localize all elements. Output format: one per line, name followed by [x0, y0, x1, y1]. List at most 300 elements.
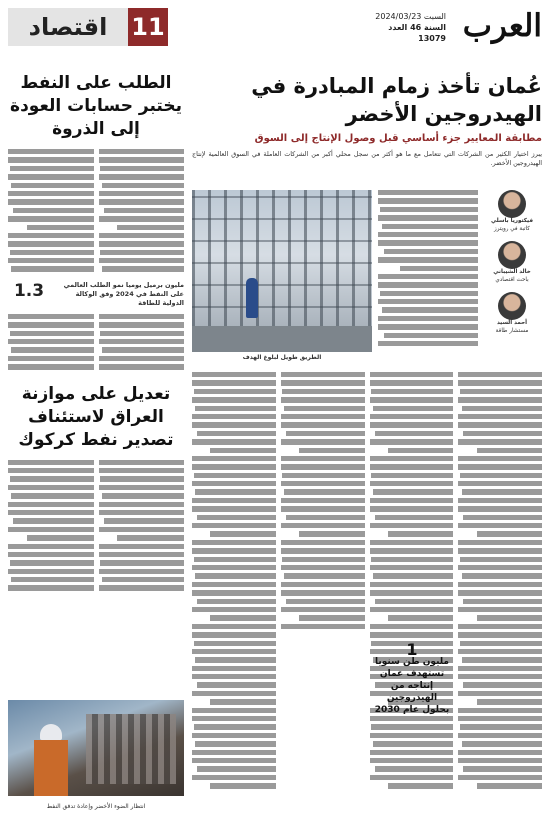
body-text-line	[10, 476, 94, 484]
body-text-line	[458, 540, 542, 548]
body-text-line	[371, 473, 453, 481]
body-text-line	[458, 439, 542, 447]
body-text-line	[210, 783, 275, 791]
body-text-line	[463, 431, 542, 439]
author-card	[482, 292, 542, 335]
body-text-line	[102, 493, 184, 501]
body-text-line	[299, 615, 364, 623]
body-text-line	[458, 422, 542, 430]
body-text-line	[382, 307, 478, 315]
body-text-line	[281, 397, 365, 405]
masthead	[8, 8, 542, 48]
body-text-line	[370, 624, 454, 632]
body-text-line	[197, 515, 276, 523]
body-text-line	[458, 582, 542, 590]
body-text-line	[458, 464, 542, 472]
body-text-line	[378, 257, 478, 265]
body-text-line	[284, 489, 364, 497]
body-text-line	[192, 708, 276, 716]
oil-demand-pull-quote	[8, 281, 184, 308]
body-text-line	[460, 473, 542, 481]
oil-demand-body-2	[8, 314, 184, 373]
body-text-line	[192, 582, 276, 590]
body-text-line	[458, 691, 542, 699]
avatar	[498, 190, 526, 218]
body-text-line	[370, 464, 454, 472]
body-text-line	[460, 724, 542, 732]
body-text-line	[388, 615, 453, 623]
body-text-line	[192, 607, 276, 615]
body-text-line	[373, 489, 453, 497]
body-text-line	[460, 389, 542, 397]
body-text-line	[192, 733, 276, 741]
body-text-line	[286, 515, 365, 523]
photo-floor	[192, 326, 372, 352]
body-text-line	[99, 510, 185, 518]
body-text-line	[8, 199, 94, 207]
body-text-line	[192, 422, 276, 430]
body-text-line	[192, 506, 276, 514]
body-text-line	[281, 565, 365, 573]
body-text-line	[192, 481, 276, 489]
body-text-line	[194, 557, 276, 565]
body-text-line	[27, 225, 94, 233]
body-text-line	[370, 523, 454, 531]
body-text-line	[11, 577, 93, 585]
body-text-line	[378, 240, 478, 248]
body-text-line	[281, 590, 365, 598]
body-text-line	[458, 372, 542, 380]
body-text-line	[373, 406, 453, 414]
body-text-line	[210, 531, 275, 539]
body-text-line	[99, 527, 185, 535]
body-text-line	[281, 506, 365, 514]
body-text-line	[210, 699, 275, 707]
body-text-line	[370, 565, 454, 573]
body-text-line	[99, 544, 185, 552]
body-text-line	[463, 515, 542, 523]
author-role: مستشار طاقة	[495, 327, 529, 334]
body-text-line	[380, 291, 478, 299]
body-text-line	[371, 557, 453, 565]
body-text-line	[286, 431, 365, 439]
body-text-line	[458, 523, 542, 531]
body-text-line	[458, 380, 542, 388]
body-text-line	[370, 422, 454, 430]
body-text-line	[8, 258, 94, 266]
body-text-line	[400, 266, 478, 274]
body-text-line	[8, 157, 94, 165]
body-text-line	[373, 741, 453, 749]
body-text-line	[11, 266, 93, 274]
body-text-line	[458, 481, 542, 489]
main-headline: عُمان تأخذ زمام المبادرة في الهيدروجين الأخضر	[251, 74, 542, 126]
body-text-line	[195, 406, 275, 414]
body-text-line	[378, 299, 478, 307]
body-text-line	[102, 577, 184, 585]
oil-worker-photo-caption: انتظار الضوء الأخضر وإعادة تدفق النفط	[46, 803, 146, 810]
main-subheadline: مطابقة المعايير جزء أساسي قبل وصول الإنتاج إلى السوق	[254, 133, 542, 144]
body-text-line	[370, 506, 454, 514]
body-text-line	[99, 258, 185, 266]
body-text-line	[370, 372, 454, 380]
oil-worker-photo	[8, 700, 184, 796]
body-text-line	[370, 397, 454, 405]
body-text-line	[11, 347, 93, 355]
body-text-line	[99, 199, 185, 207]
body-text-line	[99, 468, 185, 476]
body-text-line	[8, 569, 94, 577]
photo-worker	[34, 740, 68, 796]
body-text-line	[378, 274, 478, 282]
section-label	[8, 8, 168, 46]
body-text-line	[100, 560, 184, 568]
body-text-line	[11, 493, 93, 501]
body-text-line	[375, 515, 454, 523]
body-text-line	[192, 590, 276, 598]
body-text-line	[458, 750, 542, 758]
body-text-line	[117, 225, 184, 233]
body-text-line	[282, 473, 364, 481]
body-text-line	[117, 535, 184, 543]
body-text-line	[8, 356, 94, 364]
iraq-budget-body	[8, 460, 184, 594]
body-text-line	[210, 615, 275, 623]
body-text-line	[8, 241, 94, 249]
body-text-line	[99, 191, 185, 199]
body-text-line	[8, 544, 94, 552]
body-text-line	[378, 282, 478, 290]
avatar	[498, 292, 526, 320]
newspaper-logo: العرب	[462, 8, 542, 44]
body-text-line	[378, 198, 478, 206]
body-text-line	[462, 489, 542, 497]
body-text-line	[100, 250, 184, 258]
body-text-line	[99, 174, 185, 182]
body-text-line	[99, 216, 185, 224]
body-text-line	[299, 448, 364, 456]
body-text-line	[281, 439, 365, 447]
issue-date: السبت 2024/03/23	[375, 12, 446, 21]
body-text-line	[192, 758, 276, 766]
body-text-line	[195, 489, 275, 497]
body-text-line	[458, 758, 542, 766]
body-text-line	[192, 750, 276, 758]
body-text-line	[458, 674, 542, 682]
section-title: اقتصاد	[8, 8, 128, 46]
body-text-line	[192, 666, 276, 674]
body-text-line	[370, 590, 454, 598]
body-text-line	[99, 233, 185, 241]
body-text-line	[192, 397, 276, 405]
body-text-line	[281, 498, 365, 506]
body-text-line	[194, 724, 276, 732]
photo-pipes	[86, 714, 176, 784]
body-text-line	[197, 682, 276, 690]
body-text-line	[370, 498, 454, 506]
body-text-line	[99, 322, 185, 330]
body-text-line	[460, 557, 542, 565]
body-text-line	[370, 414, 454, 422]
body-text-line	[388, 783, 453, 791]
main-lede: يبرز اختيار الكثير من الشركات التي تتعامل مع ما هو أكثر من سجل محلي أكبر من الشركات العاملة في السوق العالمية لإنتاج الهيدروجين الأخضر.	[192, 150, 542, 167]
body-text-line	[370, 750, 454, 758]
main-story	[192, 72, 542, 814]
body-text-line	[100, 331, 184, 339]
body-text-line	[8, 510, 94, 518]
body-text-line	[104, 208, 184, 216]
body-text-line	[463, 682, 542, 690]
body-text-line	[299, 531, 364, 539]
body-text-line	[10, 331, 94, 339]
body-text-line	[281, 481, 365, 489]
body-text-line	[458, 548, 542, 556]
authors-sidebar	[482, 190, 542, 390]
body-text-line	[370, 548, 454, 556]
body-text-line	[477, 448, 542, 456]
body-text-line	[463, 599, 542, 607]
body-text-line	[458, 632, 542, 640]
pull-quote-caption: مليون برميل يوميا نمو الطلب العالمي على النفط في 2024 وفق الوكالة الدولية للطاقة	[63, 280, 184, 307]
body-text-line	[8, 585, 94, 593]
main-body-columns	[192, 372, 542, 792]
date-block	[366, 11, 446, 44]
author-name: خالد الشيباني	[493, 269, 531, 275]
body-text-line	[458, 565, 542, 573]
body-text-line	[281, 523, 365, 531]
body-text-line	[197, 431, 276, 439]
body-text-line	[281, 607, 365, 615]
body-text-line	[458, 716, 542, 724]
body-text-line	[8, 314, 94, 322]
author-role: باحث اقتصادي	[495, 276, 529, 283]
body-text-line	[370, 439, 454, 447]
body-text-line	[99, 502, 185, 510]
body-text-line	[458, 624, 542, 632]
body-text-line	[192, 775, 276, 783]
body-text-line	[99, 485, 185, 493]
body-text-line	[281, 464, 365, 472]
body-text-line	[99, 339, 185, 347]
body-text-line	[281, 422, 365, 430]
body-text-line	[458, 397, 542, 405]
body-text-line	[11, 183, 93, 191]
body-text-line	[99, 241, 185, 249]
body-text-line	[27, 535, 94, 543]
body-text-line	[370, 540, 454, 548]
body-text-line	[281, 380, 365, 388]
body-text-line	[10, 560, 94, 568]
body-text-line	[281, 582, 365, 590]
body-text-line	[8, 468, 94, 476]
body-text-line	[458, 708, 542, 716]
body-text-line	[192, 548, 276, 556]
body-text-line	[462, 406, 542, 414]
body-text-line	[378, 341, 478, 349]
body-text-line	[8, 364, 94, 372]
body-text-line	[192, 380, 276, 388]
body-text-line	[477, 531, 542, 539]
body-text-line	[378, 316, 478, 324]
body-text-line	[458, 498, 542, 506]
body-text-line	[99, 356, 185, 364]
body-text-line	[281, 372, 365, 380]
body-text-line	[281, 548, 365, 556]
body-text-line	[102, 266, 184, 274]
pull-quote-number: 1.3	[13, 280, 45, 301]
body-text-line	[282, 557, 364, 565]
body-text-line	[13, 518, 93, 526]
body-text-line	[99, 149, 185, 157]
body-text-line	[99, 364, 185, 372]
body-text-line	[99, 552, 185, 560]
body-text-line	[371, 389, 453, 397]
body-text-line	[378, 215, 478, 223]
hydrogen-plant-photo	[192, 190, 372, 352]
body-text-line	[192, 674, 276, 682]
body-text-line	[384, 333, 478, 341]
body-text-line	[370, 481, 454, 489]
body-text-line	[192, 716, 276, 724]
body-text-line	[281, 456, 365, 464]
main-body-top	[378, 190, 478, 349]
body-text-line	[375, 599, 454, 607]
body-text-line	[281, 624, 365, 632]
body-text-line	[8, 502, 94, 510]
body-text-line	[8, 527, 94, 535]
body-text-line	[378, 324, 478, 332]
body-text-line	[99, 314, 185, 322]
oil-demand-body	[8, 149, 184, 275]
body-text-line	[458, 506, 542, 514]
body-text-line	[192, 565, 276, 573]
body-text-line	[458, 590, 542, 598]
body-text-line	[281, 540, 365, 548]
author-name: فيكتوريا باسلي	[491, 218, 534, 224]
body-text-line	[192, 540, 276, 548]
body-text-line	[192, 439, 276, 447]
body-text-line	[194, 389, 276, 397]
body-text-line	[458, 733, 542, 741]
body-text-line	[10, 250, 94, 258]
body-text-line	[477, 783, 542, 791]
body-text-line	[192, 632, 276, 640]
author-card	[482, 190, 542, 233]
body-text-line	[462, 657, 542, 665]
body-text-line	[462, 741, 542, 749]
body-text-line	[373, 573, 453, 581]
body-text-line	[282, 389, 364, 397]
body-text-line	[458, 414, 542, 422]
body-text-line	[378, 190, 478, 198]
iraq-budget-headline: تعديل على موازنة العراق لاستئناف تصدير نفط كركوك	[18, 383, 174, 450]
left-column	[8, 72, 184, 814]
body-text-line	[375, 766, 454, 774]
body-text-line	[370, 733, 454, 741]
photo-helmet	[40, 724, 62, 740]
body-text-line	[99, 569, 185, 577]
body-text-line	[8, 174, 94, 182]
oil-demand-headline: الطلب على النفط يختبر حسابات العودة إلى الذروة	[10, 73, 182, 139]
body-text-line	[371, 724, 453, 732]
author-role: كاتبة في رويترز	[494, 225, 530, 232]
main-pull-quote	[372, 640, 452, 720]
body-text-line	[378, 232, 478, 240]
page-number: 11	[128, 8, 168, 46]
body-text-line	[458, 649, 542, 657]
body-text-line	[370, 380, 454, 388]
body-text-line	[8, 339, 94, 347]
body-text-line	[8, 233, 94, 241]
body-text-line	[458, 666, 542, 674]
body-text-line	[460, 641, 542, 649]
quote-text: مليون طن سنويا تستهدف عمان إنتاجه من الهيدروجين بحلول عام 2030	[374, 657, 450, 715]
body-text-line	[458, 775, 542, 783]
quote-number: 1	[406, 640, 418, 659]
body-text-line	[477, 615, 542, 623]
body-text-line	[195, 657, 275, 665]
photo-worker-figure	[246, 278, 258, 318]
avatar	[498, 241, 526, 269]
body-text-line	[197, 766, 276, 774]
body-text-line	[194, 473, 276, 481]
body-text-line	[477, 699, 542, 707]
body-text-line	[192, 464, 276, 472]
body-text-line	[380, 207, 478, 215]
body-text-line	[370, 582, 454, 590]
body-text-line	[463, 766, 542, 774]
body-text-line	[195, 741, 275, 749]
body-text-line	[8, 191, 94, 199]
body-text-line	[195, 573, 275, 581]
body-text-line	[370, 758, 454, 766]
body-text-line	[10, 166, 94, 174]
body-text-line	[8, 322, 94, 330]
body-text-line	[192, 624, 276, 632]
body-text-line	[8, 149, 94, 157]
issue-number: السنة 46 العدد 13079	[388, 23, 446, 43]
body-text-line	[104, 518, 184, 526]
body-text-line	[8, 485, 94, 493]
body-text-line	[13, 208, 93, 216]
body-text-line	[99, 460, 185, 468]
body-text-line	[194, 641, 276, 649]
body-text-line	[370, 607, 454, 615]
body-text-line	[382, 224, 478, 232]
hydrogen-photo-caption: الطريق طويل لبلوغ الهدف	[242, 354, 322, 361]
body-text-line	[375, 431, 454, 439]
body-text-line	[388, 531, 453, 539]
body-text-line	[192, 414, 276, 422]
body-text-line	[197, 599, 276, 607]
body-text-line	[281, 414, 365, 422]
body-text-line	[192, 649, 276, 657]
body-text-line	[99, 157, 185, 165]
author-name: أحمد السيد	[496, 320, 528, 326]
body-text-line	[284, 406, 364, 414]
body-text-line	[388, 448, 453, 456]
author-card	[482, 241, 542, 284]
body-text-line	[102, 183, 184, 191]
body-text-line	[370, 775, 454, 783]
body-text-line	[192, 691, 276, 699]
body-text-line	[462, 573, 542, 581]
body-text-line	[192, 523, 276, 531]
body-text-line	[8, 460, 94, 468]
body-text-line	[102, 347, 184, 355]
body-text-line	[8, 216, 94, 224]
body-text-line	[8, 552, 94, 560]
